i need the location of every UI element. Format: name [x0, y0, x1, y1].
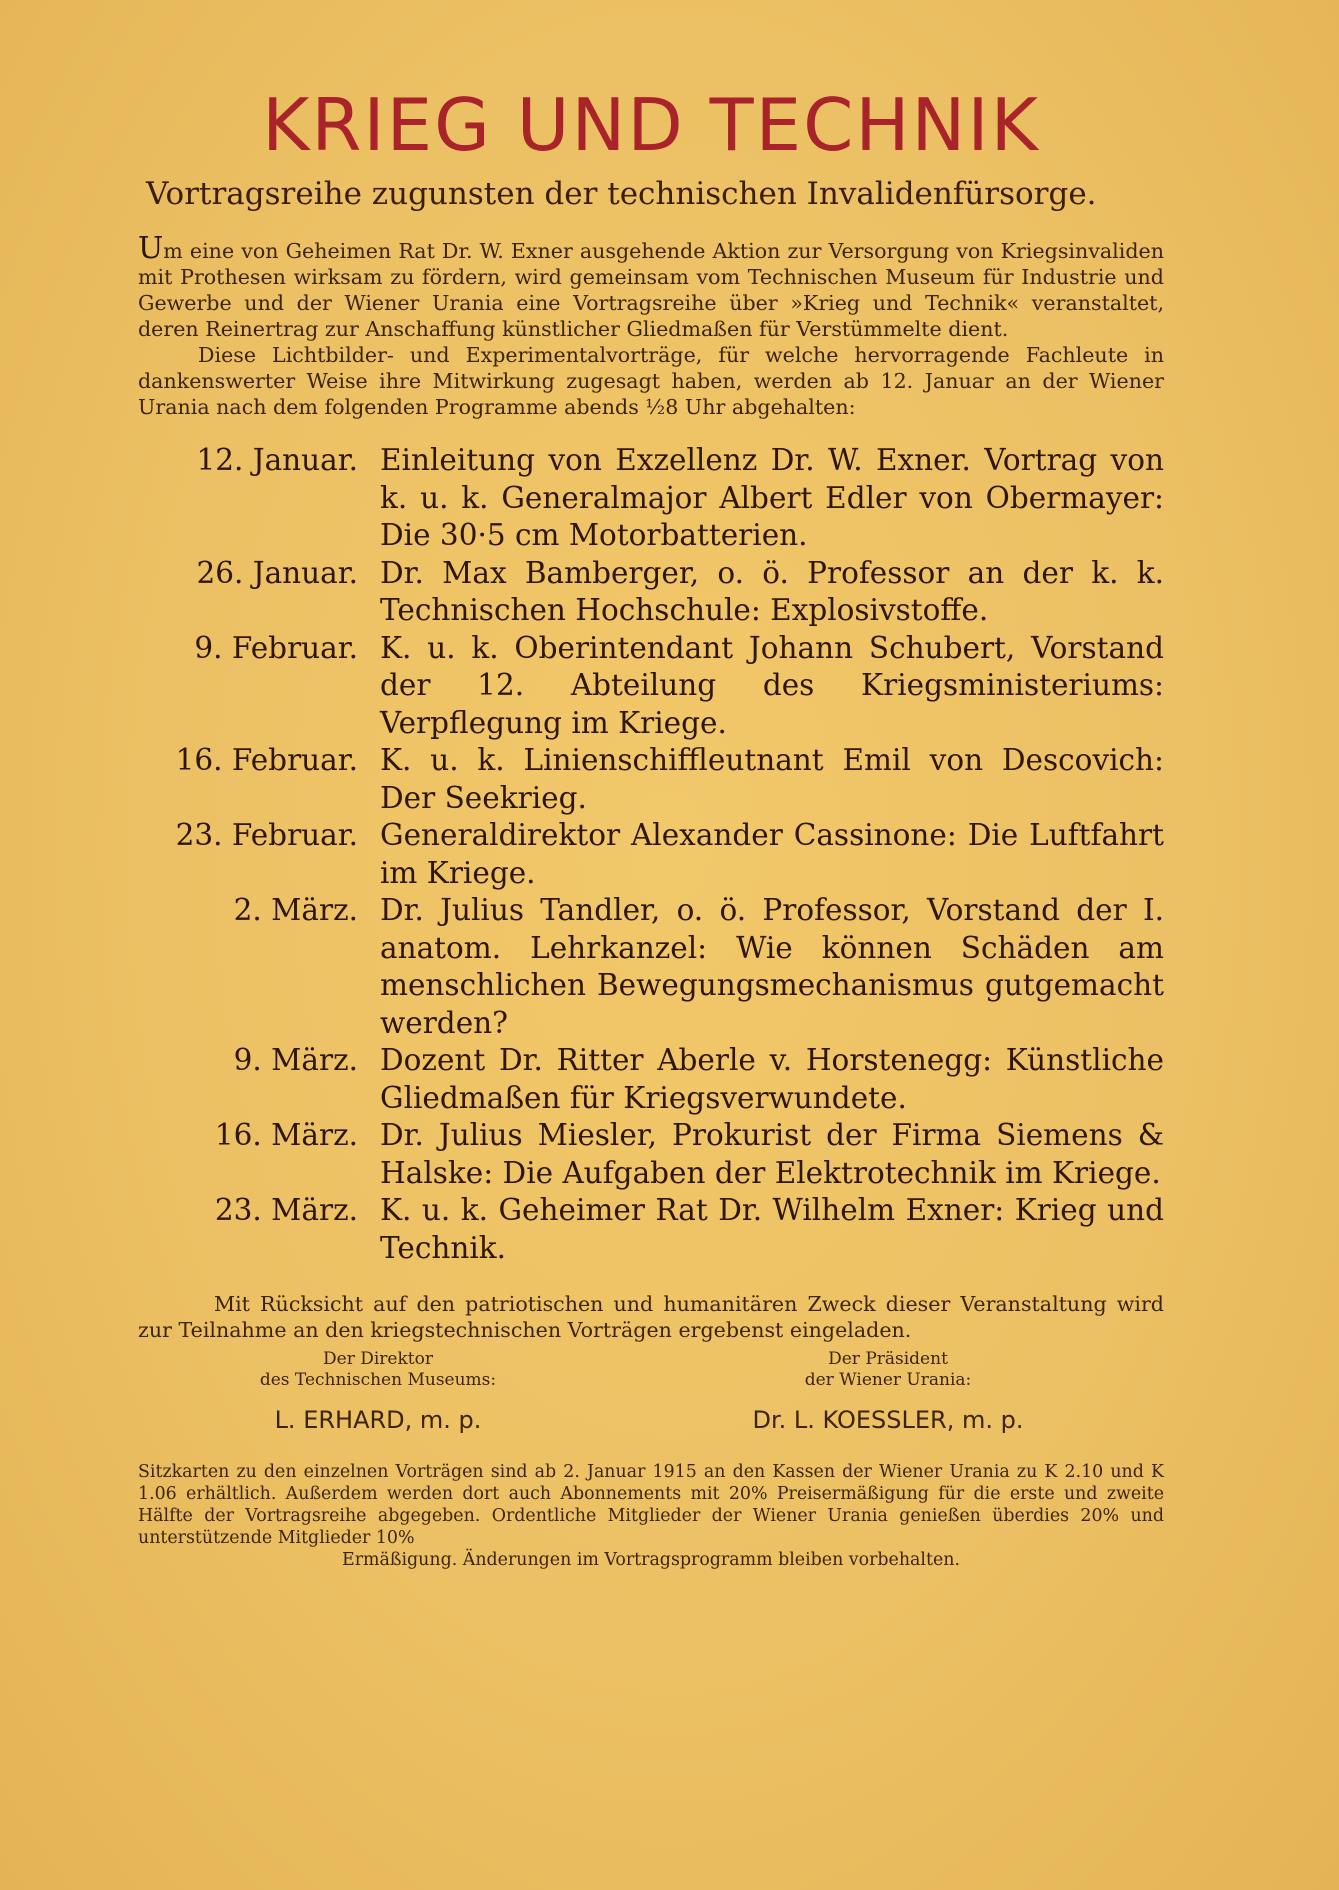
intro-dropcap: U [138, 231, 164, 266]
poster-content [138, 82, 1164, 1571]
intro-paragraph-1 [138, 231, 1164, 342]
schedule-talk: Dr. Julius Tandler, o. ö. Professor, Vorstand der I. anatom. Lehrkanzel: Wie können Schäden am menschlichen Bewegungsmechanismus gutgemacht werden? [380, 893, 1164, 1040]
schedule-date: 12. Januar. [196, 443, 358, 477]
signature-role-line: des Technischen Museums: [259, 1370, 497, 1390]
ticket-footnote [138, 1461, 1164, 1571]
schedule-row [138, 817, 1164, 892]
signature-block [138, 1349, 1164, 1437]
schedule-row [138, 1192, 1164, 1267]
schedule-talk: Generaldirektor Alexander Cassinone: Die Luftfahrt im Kriege. [380, 818, 1164, 890]
schedule-date: 9. Februar. [194, 630, 358, 665]
schedule-talk: Dozent Dr. Ritter Aberle v. Horstenegg: Künstliche Gliedmaßen für Kriegsverwundete. [380, 1043, 1164, 1115]
poster-subtitle: Vortragsreihe zugunsten der technischen Invalidenfürsorge. [146, 176, 1097, 212]
schedule-row [138, 442, 1164, 555]
schedule-date: 26. Januar. [196, 555, 358, 590]
signature-role-line: der Wiener Urania: [804, 1370, 972, 1390]
footnote-text: Sitzkarten zu den einzelnen Vorträgen sind ab 2. Januar 1915 an den Kassen der Wiener Urania zu K 2.10 und K 1.06 erhältlich. Außerdem werden dort auch Abonnements mit 20% Preisermäßigung für die erste und zweite Hälfte der Vortragsreihe abgegeben. Ordentliche Mitglieder der Wiener Urania genießen überdies 20% und unterstützende Mitglieder 10% [138, 1462, 1164, 1548]
schedule-row [138, 892, 1164, 1042]
schedule-date: 16. Februar. [175, 743, 358, 777]
schedule-talk: Einleitung von Exzellenz Dr. W. Exner. Vortrag von k. u. k. Generalmajor Albert Edler von Obermayer: Die 30·5 cm Motorbatterien. [380, 443, 1164, 552]
schedule-talk: K. u. k. Geheimer Rat Dr. Wilhelm Exner: Krieg und Technik. [380, 1193, 1164, 1265]
intro-text [138, 231, 1164, 420]
schedule-date: 9. März. [233, 1043, 358, 1077]
schedule-talk: Dr. Julius Miesler, Prokurist der Firma Siemens & Halske: Die Aufgaben der Elektrotechnik im Kriege. [380, 1118, 1164, 1190]
lecture-schedule [138, 442, 1164, 1267]
schedule-date: 23. März. [214, 1193, 358, 1227]
schedule-talk: Dr. Max Bamberger, o. ö. Professor an der k. k. Technischen Hochschule: Explosivstoffe. [380, 555, 1164, 627]
schedule-row [138, 1117, 1164, 1192]
schedule-talk: K. u. k. Linienschiffleutnant Emil von Descovich: Der Seekrieg. [380, 743, 1164, 815]
intro-paragraph-2: Diese Lichtbilder- und Experimentalvorträge, für welche hervorragende Fachleute in dankenswerter Weise ihre Mitwirkung zugesagt haben, werden ab 12. Januar an der Wiener Urania nach dem folgenden Programme abends ½8 Uhr abgehalten: [138, 343, 1164, 419]
schedule-row [138, 742, 1164, 817]
signature-role-line: Der Präsident [828, 1349, 948, 1369]
signature-urania-president [718, 1349, 1058, 1435]
schedule-row [138, 555, 1164, 630]
schedule-row [138, 630, 1164, 743]
schedule-date: 23. Februar. [175, 818, 358, 852]
signature-role-line: Der Direktor [323, 1349, 433, 1369]
schedule-row [138, 1042, 1164, 1117]
signature-name: L. ERHARD, m. p. [274, 1406, 482, 1434]
closing-invitation: Mit Rücksicht auf den patriotischen und humanitären Zweck dieser Veranstaltung wird zur Teilnahme an den kriegstechnischen Vorträgen ergebenst eingeladen. [138, 1292, 1164, 1342]
schedule-date: 16. März. [214, 1118, 358, 1152]
signature-name: Dr. L. KOESSLER, m. p. [752, 1406, 1024, 1434]
footnote-last-line: Ermäßigung. Änderungen im Vortragsprogramm bleiben vorbehalten. [342, 1550, 960, 1570]
signature-museum-director [228, 1349, 528, 1435]
schedule-talk: K. u. k. Oberintendant Johann Schubert, Vorstand der 12. Abteilung des Kriegsministeriums: Verpflegung im Kriege. [380, 630, 1164, 740]
poster-title: KRIEG UND TECHNIK [262, 83, 1040, 167]
schedule-date: 2. März. [233, 893, 358, 927]
intro-paragraph-1-text: m eine von Geheimen Rat Dr. W. Exner ausgehende Aktion zur Versorgung von Kriegsinvaliden mit Prothesen wirksam zu fördern, wird gemeinsam vom Technischen Museum für Industrie und Gewerbe und der Wiener Urania eine Vortragsreihe über »Krieg und Technik« veranstaltet, deren Reinertrag zur Anschaffung künstlicher Gliedmaßen für Verstümmelte dient. [138, 239, 1164, 341]
